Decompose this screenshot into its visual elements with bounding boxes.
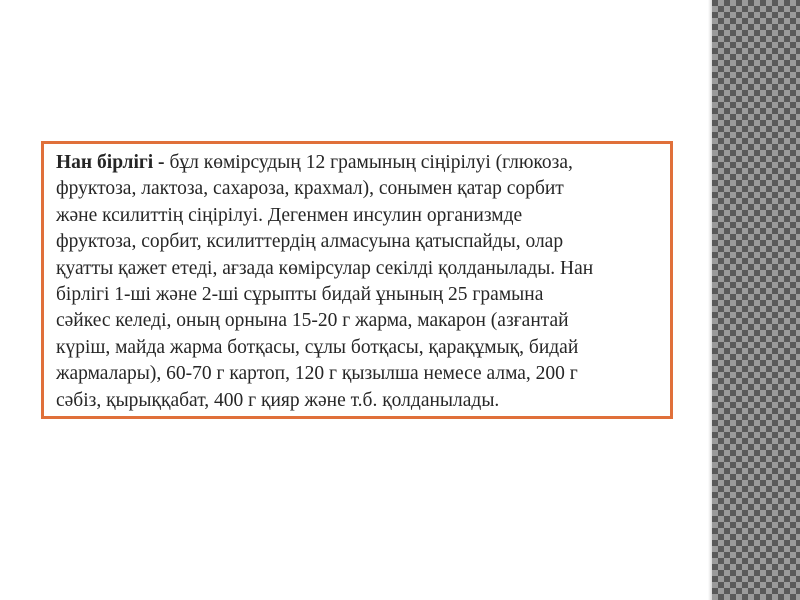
text-line-7: сәйкес келеді, оның орнына 15-20 г жарма, макарон (азғантай	[56, 310, 569, 332]
text-line-6: бірлігі 1-ші және 2-ші сұрыпты бидай ұнының 25 грамына	[56, 284, 544, 306]
text-line-1: бұл көмірсудың 12 грамының сіңірілуі (глюкоза,	[164, 152, 573, 173]
definition-paragraph	[56, 150, 658, 414]
definition-box	[41, 141, 673, 419]
text-line-2: фруктоза, лактоза, сахароза, крахмал), сонымен қатар сорбит	[56, 178, 564, 200]
text-line-9: жармалары), 60-70 г картоп, 120 г қызылша немесе алма, 200 г	[56, 363, 578, 385]
text-line-5: қуатты қажет етеді, ағзада көмірсулар секілді қолданылады. Нан	[56, 257, 594, 279]
text-line-3: және ксилиттің сіңірілуі. Дегенмен инсулин организмде	[56, 204, 523, 226]
text-line-10: сәбіз, қырыққабат, 400 г қияр және т.б. қолданылады.	[56, 389, 500, 411]
text-line-4: фруктоза, сорбит, ксилиттердің алмасуына қатыспайды, олар	[56, 231, 564, 253]
text-line-8: күріш, майда жарма ботқасы, сұлы ботқасы, қарақұмық, бидай	[56, 336, 579, 358]
decorative-side-pattern	[712, 0, 800, 600]
term-label: Нан бірлігі -	[56, 152, 165, 173]
